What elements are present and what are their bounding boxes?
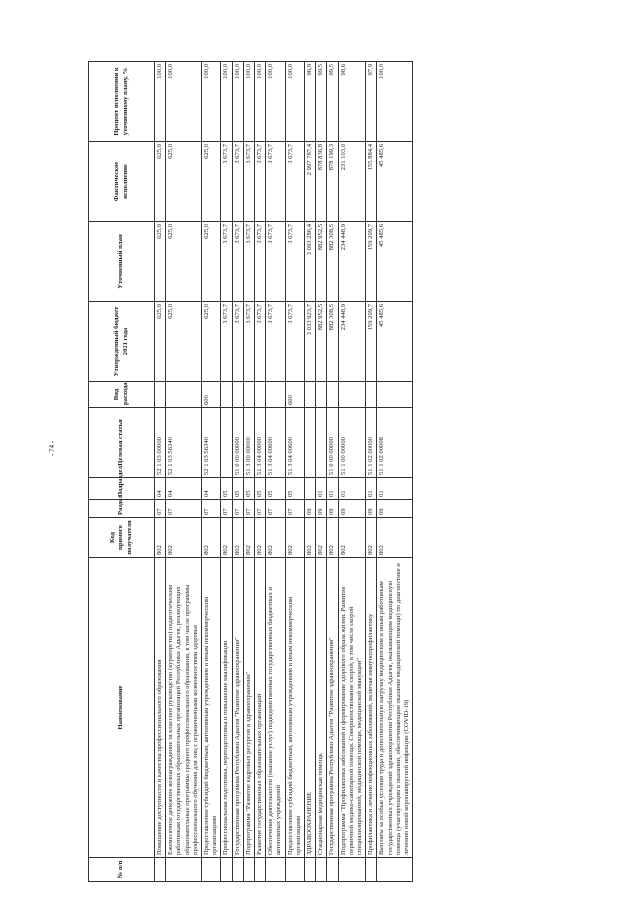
cell-subsection: 05 [255, 478, 266, 500]
cell-percent: 100,0 [255, 62, 266, 142]
cell-approved: 3 033 923,7 [305, 302, 316, 382]
cell-revised: 3 673,7 [232, 222, 243, 302]
cell-code: 802 [243, 518, 254, 558]
cell-section: 07 [155, 500, 166, 518]
cell-code: 802 [255, 518, 266, 558]
cell-name: Предоставление субсидий бюджетным, автономным учреждениям и иным некоммерческим организациям [285, 558, 304, 858]
table-body [155, 62, 413, 882]
header-target: Целевая статья [89, 408, 155, 478]
cell-exp-type [155, 382, 166, 408]
cell-actual: 3 673,7 [221, 142, 232, 222]
cell-approved: 882 952,5 [316, 302, 327, 382]
cell-subsection: 01 [366, 478, 377, 500]
header-subsection: Подраздел [89, 478, 155, 500]
cell-actual: 3 673,7 [266, 142, 285, 222]
cell-section: 09 [377, 500, 413, 518]
cell-subsection: 05 [232, 478, 243, 500]
table-row [255, 62, 266, 882]
cell-subsection: 05 [243, 478, 254, 500]
cell-subsection: 04 [202, 478, 221, 500]
cell-name: Развитие государственных образовательных организаций [255, 558, 266, 858]
header-exp-type: Вид расхода [89, 382, 155, 408]
cell-subsection: 04 [166, 478, 202, 500]
budget-table [88, 61, 413, 882]
cell-name: Обеспечение деятельности (оказание услуг) подведомственных государственных бюджетных и автономных учреждений [266, 558, 285, 858]
cell-target [221, 408, 232, 478]
cell-name: Ежемесячное денежное вознаграждение за классное руководство (кураторство) педагогическим работникам государственных образовательных организаций Республики Адыгея, реализующих образовательные программы среднего профессионального образования, в том числе программы профессионального обучения для лиц с ограниченными возможностями здоровья [166, 558, 202, 858]
cell-revised: 3 673,7 [266, 222, 285, 302]
cell-percent: 96,9 [305, 62, 316, 142]
cell-approved: 3 673,7 [255, 302, 266, 382]
cell-percent: 100,0 [232, 62, 243, 142]
cell-section: 07 [266, 500, 285, 518]
cell-exp-type [377, 382, 413, 408]
cell-revised: 3 673,7 [243, 222, 254, 302]
cell-section: 07 [255, 500, 266, 518]
cell-exp-type [221, 382, 232, 408]
cell-actual: 231 103,0 [338, 142, 366, 222]
cell-subsection: 05 [266, 478, 285, 500]
cell-revised: 882 308,5 [327, 222, 338, 302]
cell-approved: 625,0 [155, 302, 166, 382]
cell-approved: 3 673,7 [232, 302, 243, 382]
cell-actual: 625,0 [155, 142, 166, 222]
cell-subsection: 01 [327, 478, 338, 500]
cell-target: 51 1 02 00000 [366, 408, 377, 478]
cell-target [305, 408, 316, 478]
table-row [305, 62, 316, 882]
table-row [243, 62, 254, 882]
cell-target: 51 0 00 00000 [232, 408, 243, 478]
table-row [155, 62, 166, 882]
cell-actual: 3 673,7 [232, 142, 243, 222]
cell-num [266, 858, 285, 882]
table-row [377, 62, 413, 882]
table-row [366, 62, 377, 882]
cell-percent: 100,0 [243, 62, 254, 142]
cell-revised: 882 952,5 [316, 222, 327, 302]
cell-name: Профессиональная подготовка, переподготовка и повышение квалификации [221, 558, 232, 858]
cell-target: 52 1 03 56340 [202, 408, 221, 478]
cell-num [255, 858, 266, 882]
header-actual: Фактическое исполнение [89, 142, 155, 222]
cell-code: 802 [327, 518, 338, 558]
cell-exp-type [166, 382, 202, 408]
cell-actual: 3 673,7 [255, 142, 266, 222]
cell-percent: 100,0 [266, 62, 285, 142]
cell-percent: 100,0 [155, 62, 166, 142]
cell-exp-type [338, 382, 366, 408]
cell-code: 802 [285, 518, 304, 558]
cell-name: Стационарная медицинская помощь [316, 558, 327, 858]
cell-subsection: 01 [338, 478, 366, 500]
table-row [338, 62, 366, 882]
cell-exp-type [316, 382, 327, 408]
header-name: Наименование [89, 558, 155, 858]
cell-code: 802 [202, 518, 221, 558]
header-code: Код прямого получателя [89, 518, 155, 558]
cell-exp-type [266, 382, 285, 408]
cell-num [155, 858, 166, 882]
cell-revised: 159 209,7 [366, 222, 377, 302]
cell-section: 09 [305, 500, 316, 518]
table-row [166, 62, 202, 882]
cell-target: 51 3 04 00600 [266, 408, 285, 478]
cell-section: 07 [166, 500, 202, 518]
cell-target: 52 1 03 56340 [166, 408, 202, 478]
cell-name: Государственная программа Республики Адыгея "Развитие здравоохранения" [327, 558, 338, 858]
cell-revised: 625,0 [166, 222, 202, 302]
cell-num [285, 858, 304, 882]
cell-code: 802 [221, 518, 232, 558]
cell-exp-type [366, 382, 377, 408]
cell-percent: 97,9 [366, 62, 377, 142]
cell-revised: 625,0 [155, 222, 166, 302]
cell-subsection: 05 [285, 478, 304, 500]
cell-code: 802 [316, 518, 327, 558]
cell-target: 51 3 00 00000 [243, 408, 254, 478]
cell-num [366, 858, 377, 882]
cell-revised: 234 448,9 [338, 222, 366, 302]
table-row [232, 62, 243, 882]
cell-actual: 3 673,7 [285, 142, 304, 222]
cell-target: 51 3 04 00600 [285, 408, 304, 478]
cell-section: 09 [366, 500, 377, 518]
cell-target: 51 1 00 00000 [338, 408, 366, 478]
cell-percent: 100,0 [166, 62, 202, 142]
cell-approved: 159 209,7 [366, 302, 377, 382]
cell-section: 09 [316, 500, 327, 518]
cell-actual: 625,0 [202, 142, 221, 222]
cell-revised: 3 093 286,4 [305, 222, 316, 302]
cell-target [316, 408, 327, 478]
cell-target: 51 3 04 00000 [255, 408, 266, 478]
cell-num [305, 858, 316, 882]
cell-revised: 3 673,7 [285, 222, 304, 302]
cell-actual: 155 884,4 [366, 142, 377, 222]
cell-num [338, 858, 366, 882]
cell-code: 802 [338, 518, 366, 558]
cell-section: 09 [327, 500, 338, 518]
cell-actual: 625,0 [166, 142, 202, 222]
cell-approved: 3 673,7 [266, 302, 285, 382]
cell-code: 802 [155, 518, 166, 558]
cell-target: 51 0 00 00000 [327, 408, 338, 478]
cell-num [327, 858, 338, 882]
cell-target: 52 1 03 00000 [155, 408, 166, 478]
table-header-row [89, 62, 155, 882]
cell-approved: 3 673,7 [285, 302, 304, 382]
cell-subsection: 01 [377, 478, 413, 500]
cell-revised: 45 485,6 [377, 222, 413, 302]
cell-subsection: 04 [155, 478, 166, 500]
cell-num [221, 858, 232, 882]
cell-revised: 3 673,7 [255, 222, 266, 302]
cell-section: 07 [232, 500, 243, 518]
cell-percent: 99,5 [327, 62, 338, 142]
cell-approved: 625,0 [202, 302, 221, 382]
cell-approved: 3 673,7 [243, 302, 254, 382]
cell-name: Государственная программа Республики Адыгея "Развитие здравоохранения" [232, 558, 243, 858]
header-num: № п/п [89, 858, 155, 882]
cell-code: 802 [266, 518, 285, 558]
cell-section: 07 [202, 500, 221, 518]
cell-approved: 625,0 [166, 302, 202, 382]
cell-approved: 45 485,6 [377, 302, 413, 382]
cell-subsection: 01 [316, 478, 327, 500]
cell-num [243, 858, 254, 882]
cell-exp-type [327, 382, 338, 408]
cell-percent: 100,0 [202, 62, 221, 142]
cell-name: Предоставление субсидий бюджетным, автономным учреждениям и иным некоммерческим организациям [202, 558, 221, 858]
cell-revised: 3 673,7 [221, 222, 232, 302]
cell-section: 07 [221, 500, 232, 518]
cell-name: Повышение доступности и качества профессионального образования [155, 558, 166, 858]
cell-actual: 45 485,6 [377, 142, 413, 222]
cell-num [232, 858, 243, 882]
cell-code: 802 [305, 518, 316, 558]
cell-exp-type [255, 382, 266, 408]
cell-num [166, 858, 202, 882]
header-revised: Уточненный план [89, 222, 155, 302]
cell-exp-type [305, 382, 316, 408]
rotated-page [88, 62, 640, 882]
cell-code: 802 [166, 518, 202, 558]
cell-target: 51 1 02 00008 [377, 408, 413, 478]
cell-percent: 98,6 [338, 62, 366, 142]
cell-section: 07 [285, 500, 304, 518]
cell-num [377, 858, 413, 882]
cell-code: 802 [377, 518, 413, 558]
cell-exp-type: 600 [202, 382, 221, 408]
cell-exp-type: 600 [285, 382, 304, 408]
cell-percent: 100,0 [285, 62, 304, 142]
cell-code: 802 [232, 518, 243, 558]
cell-num [202, 858, 221, 882]
header-section: Раздел [89, 500, 155, 518]
cell-actual: 3 673,7 [243, 142, 254, 222]
cell-name: Подпрограмма "Развитие кадровых ресурсов в здравоохранении" [243, 558, 254, 858]
cell-subsection [305, 478, 316, 500]
cell-name: ЗДРАВООХРАНЕНИЕ [305, 558, 316, 858]
cell-exp-type [232, 382, 243, 408]
table-row [327, 62, 338, 882]
cell-percent: 100,0 [221, 62, 232, 142]
header-percent: Процент исполнения к уточненному плану, % [89, 62, 155, 142]
cell-percent: 99,5 [316, 62, 327, 142]
cell-percent: 100,0 [377, 62, 413, 142]
cell-exp-type [243, 382, 254, 408]
cell-actual: 878 836,8 [316, 142, 327, 222]
cell-name: Выплаты за особые условия труда и дополнительную нагрузку медицинским и иным работникам государственных учреждений здравоохранения Республики Адыгея, оказывающим медицинскую помощь (участвующим в оказании, обеспечивающим оказание медицинской помощи) по диагностике и лечению новой коронавирусной инфекции (COVID-19) [377, 558, 413, 858]
table-row [202, 62, 221, 882]
cell-code: 802 [366, 518, 377, 558]
cell-num [316, 858, 327, 882]
cell-section: 07 [243, 500, 254, 518]
cell-approved: 3 673,7 [221, 302, 232, 382]
cell-name: Подпрограмма "Профилактика заболеваний и формирование здорового образа жизни. Развитие первичной медико-санитарной помощи. Совершенствование скорой, в том числе скорой специализированной, медицинской помощи, медицинской эвакуации" [338, 558, 366, 858]
cell-revised: 625,0 [202, 222, 221, 302]
table-row [221, 62, 232, 882]
cell-section: 09 [338, 500, 366, 518]
cell-actual: 2 997 787,4 [305, 142, 316, 222]
page-number: - 74 - [48, 440, 56, 456]
cell-approved: 234 448,9 [338, 302, 366, 382]
cell-approved: 882 308,5 [327, 302, 338, 382]
table-row [285, 62, 304, 882]
cell-subsection: 05 [221, 478, 232, 500]
cell-actual: 878 199,3 [327, 142, 338, 222]
table-row [266, 62, 285, 882]
cell-name: Профилактика и лечение инфекционных заболеваний, включая иммунопрофилактику [366, 558, 377, 858]
header-approved: Утвержденный бюджет 2021 года [89, 302, 155, 382]
table-row [316, 62, 327, 882]
